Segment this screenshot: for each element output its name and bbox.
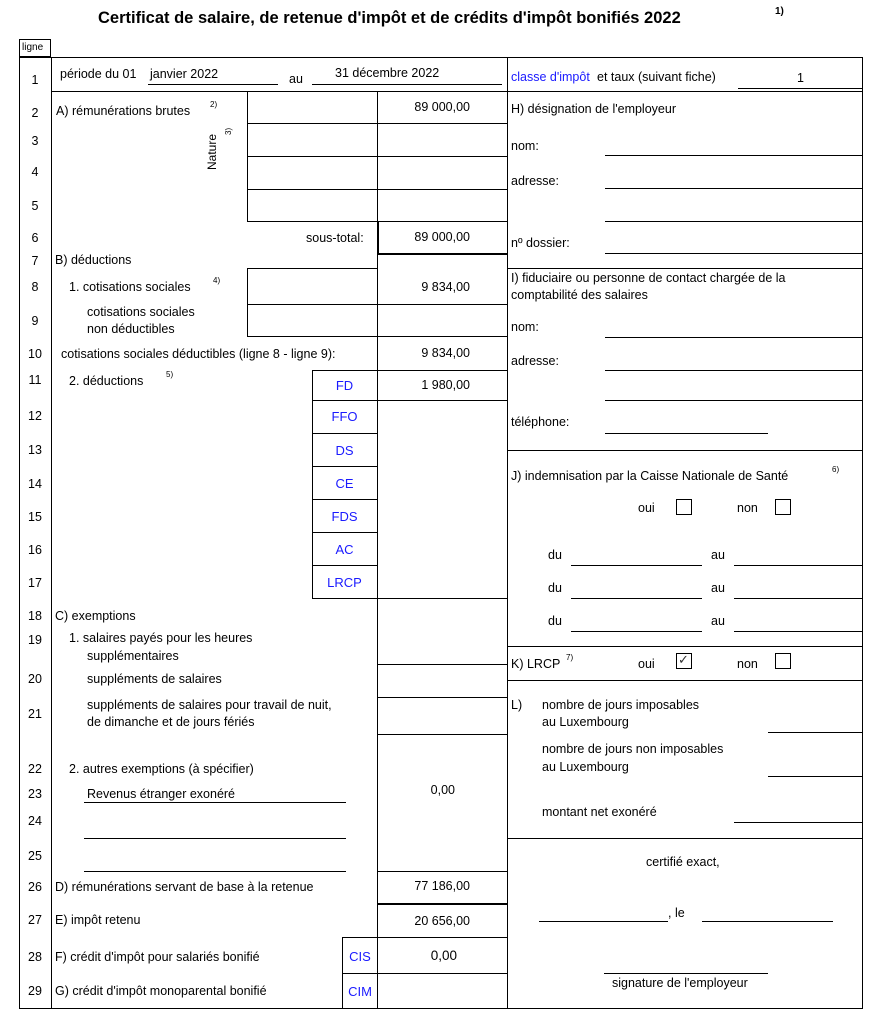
value-row-line bbox=[377, 336, 507, 337]
line-number: 25 bbox=[28, 849, 42, 863]
autre-line bbox=[84, 802, 346, 803]
code-line bbox=[312, 400, 377, 401]
lrcp-oui-checkbox[interactable] bbox=[676, 653, 692, 669]
section-i-bottom bbox=[507, 450, 862, 451]
lrcp-non-checkbox[interactable] bbox=[775, 653, 791, 669]
contact-nom-line[interactable] bbox=[605, 337, 862, 338]
value-row-line bbox=[377, 370, 507, 371]
cotisations-value[interactable]: 9 834,00 bbox=[421, 280, 470, 294]
code-fd[interactable]: FD bbox=[335, 378, 354, 393]
section-i-label-1: I) fiduciaire ou personne de contact chargée de la bbox=[511, 271, 786, 285]
value-row-line bbox=[377, 189, 507, 190]
line-number: 5 bbox=[31, 199, 39, 213]
heures-label-2: supplémentaires bbox=[87, 649, 179, 663]
cns-non-checkbox[interactable] bbox=[775, 499, 791, 515]
section-j-bottom bbox=[507, 646, 862, 647]
code-line bbox=[312, 466, 377, 467]
line-number: 14 bbox=[28, 477, 42, 491]
line-number: 16 bbox=[28, 543, 42, 557]
line-number: 1 bbox=[31, 73, 39, 87]
autres-exemptions-label: 2. autres exemptions (à spécifier) bbox=[69, 762, 254, 776]
value-row-line bbox=[377, 221, 507, 222]
line-number: 18 bbox=[28, 609, 42, 623]
section-e-label: E) impôt retenu bbox=[55, 913, 141, 927]
section-e-value[interactable]: 20 656,00 bbox=[414, 914, 470, 928]
cns-du-label: du bbox=[548, 548, 562, 562]
value-column-left bbox=[377, 253, 378, 1009]
periode-label: période du 01 bbox=[60, 67, 137, 81]
cns-du-line[interactable] bbox=[571, 565, 702, 566]
code-ffo[interactable]: FFO bbox=[331, 409, 358, 424]
nature-footnote: 3) bbox=[224, 127, 233, 135]
section-a-label: A) rémunérations brutes bbox=[56, 104, 191, 118]
line-number: 24 bbox=[28, 814, 42, 828]
jours-non-imposables-label-2: au Luxembourg bbox=[542, 760, 629, 774]
line-number: 20 bbox=[28, 672, 42, 686]
jours-imposables-label-2: au Luxembourg bbox=[542, 715, 629, 729]
jours-non-imposables-label-1: nombre de jours non imposables bbox=[542, 742, 724, 756]
cns-du-label: du bbox=[548, 581, 562, 595]
line-number: 8 bbox=[31, 280, 39, 294]
cns-non-label: non bbox=[737, 501, 758, 515]
cotisations-label: 1. cotisations sociales bbox=[69, 280, 191, 294]
cns-au-line[interactable] bbox=[734, 631, 862, 632]
line-number: 22 bbox=[28, 762, 42, 776]
line-number: 13 bbox=[28, 443, 42, 457]
jours-non-imposables-line[interactable] bbox=[768, 776, 862, 777]
section-f-value[interactable]: 0,00 bbox=[430, 948, 457, 963]
employer-nom-line[interactable] bbox=[605, 155, 862, 156]
signature-place-line[interactable] bbox=[539, 921, 668, 922]
employer-dossier-label: nº dossier: bbox=[511, 236, 570, 250]
code-ac[interactable]: AC bbox=[335, 542, 354, 557]
periode-from-underline bbox=[148, 84, 278, 85]
code-cis[interactable]: CIS bbox=[349, 949, 371, 964]
nuit-label-2: de dimanche et de jours fériés bbox=[87, 715, 255, 729]
line-number: 10 bbox=[28, 347, 42, 361]
line-number: 3 bbox=[31, 134, 39, 148]
line-number: 9 bbox=[31, 314, 39, 328]
section-k-bottom bbox=[507, 680, 862, 681]
cotisations-mid-line bbox=[247, 304, 377, 305]
line-number: 4 bbox=[31, 165, 39, 179]
section-c-label: C) exemptions bbox=[55, 609, 136, 623]
line-number: 15 bbox=[28, 510, 42, 524]
deductions-footnote: 5) bbox=[166, 370, 174, 379]
signature-date-line[interactable] bbox=[702, 921, 833, 922]
section-f-label: F) crédit d'impôt pour salariés bonifié bbox=[55, 950, 260, 964]
non-deductibles-label-1: cotisations sociales bbox=[87, 305, 195, 319]
section-g-label: G) crédit d'impôt monoparental bonifié bbox=[55, 984, 267, 998]
heures-label-1: 1. salaires payés pour les heures bbox=[69, 631, 253, 645]
check-icon: ✓ bbox=[678, 652, 689, 667]
line-number: 21 bbox=[28, 707, 42, 721]
code-fds[interactable]: FDS bbox=[331, 509, 358, 524]
center-divider bbox=[507, 57, 508, 1008]
classe-label-link[interactable]: classe d'impôt bbox=[511, 70, 590, 84]
nature-label: Nature bbox=[205, 133, 219, 170]
nature-row-line bbox=[247, 123, 377, 124]
deductions-label: 2. déductions bbox=[69, 374, 144, 388]
line-number: 7 bbox=[31, 254, 39, 268]
line-number: 17 bbox=[28, 576, 42, 590]
classe-label: et taux (suivant fiche) bbox=[597, 70, 716, 84]
value-row-line bbox=[377, 123, 507, 124]
contact-telephone-label: téléphone: bbox=[511, 415, 570, 429]
remunerations-value[interactable]: 89 000,00 bbox=[414, 100, 470, 114]
classe-underline bbox=[738, 88, 862, 89]
contact-adresse-label: adresse: bbox=[511, 354, 559, 368]
section-j-label: J) indemnisation par la Caisse Nationale de Santé bbox=[511, 469, 789, 483]
section-h-label: H) désignation de l'employeur bbox=[511, 102, 676, 116]
lrcp-non-label: non bbox=[737, 657, 758, 671]
value-row-line bbox=[377, 697, 507, 698]
value-row-line bbox=[377, 304, 507, 305]
cns-au-line[interactable] bbox=[734, 598, 862, 599]
montant-exonere-line[interactable] bbox=[734, 822, 862, 823]
cotisations-box[interactable] bbox=[247, 268, 378, 337]
sous-total-value[interactable]: 89 000,00 bbox=[414, 230, 470, 244]
cns-du-label: du bbox=[548, 614, 562, 628]
employer-dossier-line[interactable] bbox=[605, 253, 862, 254]
periode-to[interactable]: 31 décembre 2022 bbox=[335, 66, 440, 80]
contact-adresse-line[interactable] bbox=[605, 370, 862, 371]
line-number: 23 bbox=[28, 787, 42, 801]
value-row-line bbox=[377, 664, 507, 665]
line-number: 26 bbox=[28, 880, 42, 894]
page-title: Certificat de salaire, de retenue d'impôt et de crédits d'impôt bonifiés 2022 bbox=[98, 9, 681, 27]
classe-value[interactable]: 1 bbox=[797, 71, 804, 85]
cns-du-line[interactable] bbox=[571, 631, 702, 632]
frame-right bbox=[862, 57, 863, 1008]
code-ce[interactable]: CE bbox=[335, 476, 354, 491]
line-number: 27 bbox=[28, 913, 42, 927]
value-row-line bbox=[377, 937, 507, 938]
signature-line[interactable] bbox=[604, 973, 768, 974]
cns-au-label: au bbox=[711, 548, 725, 562]
signature-le-label: , le bbox=[668, 906, 685, 920]
section-h-bottom bbox=[507, 268, 862, 269]
section-b-label: B) déductions bbox=[55, 253, 132, 267]
periode-to-underline bbox=[312, 84, 502, 85]
section-i-label-2: comptabilité des salaires bbox=[511, 288, 648, 302]
deductibles-value[interactable]: 9 834,00 bbox=[421, 346, 470, 360]
au-label: au bbox=[289, 72, 303, 86]
code-line bbox=[312, 565, 377, 566]
employer-adresse-line[interactable] bbox=[605, 188, 862, 189]
section-k-footnote: 7) bbox=[566, 653, 574, 662]
row1-bottom bbox=[51, 91, 863, 92]
contact-adresse-line[interactable] bbox=[605, 400, 862, 401]
line-number: 12 bbox=[28, 409, 42, 423]
lrcp-oui-label: oui bbox=[638, 657, 655, 671]
value-row-line bbox=[377, 734, 507, 735]
periode-from[interactable]: janvier 2022 bbox=[150, 67, 219, 81]
value-row-line bbox=[377, 598, 507, 599]
frame-top bbox=[19, 57, 863, 58]
cns-au-label: au bbox=[711, 581, 725, 595]
cis-cim-divider bbox=[342, 973, 377, 974]
sous-total-label: sous-total: bbox=[306, 231, 364, 245]
line-number: 28 bbox=[28, 950, 42, 964]
line-number: 2 bbox=[31, 106, 39, 120]
autre-exemption-value[interactable]: 0,00 bbox=[430, 783, 455, 797]
autre-exemption-item[interactable]: Revenus étranger exonéré bbox=[87, 787, 236, 801]
code-line bbox=[312, 433, 377, 434]
contact-nom-label: nom: bbox=[511, 320, 539, 334]
cns-oui-label: oui bbox=[638, 501, 655, 515]
value-row-line bbox=[377, 871, 507, 872]
line-number: 19 bbox=[28, 633, 42, 647]
supplements-label: suppléments de salaires bbox=[87, 672, 222, 686]
section-d-value[interactable]: 77 186,00 bbox=[414, 879, 470, 893]
employer-nom-label: nom: bbox=[511, 139, 539, 153]
cns-oui-checkbox[interactable] bbox=[676, 499, 692, 515]
section-d-label: D) rémunérations servant de base à la retenue bbox=[55, 880, 314, 894]
cns-au-label: au bbox=[711, 614, 725, 628]
cns-du-line[interactable] bbox=[571, 598, 702, 599]
montant-exonere-label: montant net exonéré bbox=[542, 805, 657, 819]
code-line bbox=[312, 499, 377, 500]
code-lrcp[interactable]: LRCP bbox=[327, 575, 362, 590]
section-l-prefix: L) bbox=[511, 698, 523, 712]
fd-value[interactable]: 1 980,00 bbox=[421, 378, 470, 392]
autre-line bbox=[84, 871, 346, 872]
code-cim[interactable]: CIM bbox=[348, 984, 372, 999]
nature-row-line bbox=[247, 189, 377, 190]
jours-imposables-label-1: nombre de jours imposables bbox=[542, 698, 700, 712]
signature-label: signature de l'employeur bbox=[612, 976, 748, 990]
cns-au-line[interactable] bbox=[734, 565, 862, 566]
value-column-left bbox=[377, 221, 379, 253]
contact-telephone-line[interactable] bbox=[605, 433, 768, 434]
section-l-bottom bbox=[507, 838, 862, 839]
code-line bbox=[312, 532, 377, 533]
value-row-line bbox=[377, 400, 507, 401]
ligne-header-label: ligne bbox=[22, 42, 44, 53]
certifie-label: certifié exact, bbox=[646, 855, 720, 869]
title-footnote: 1) bbox=[775, 6, 784, 17]
line-number: 29 bbox=[28, 984, 42, 998]
cotisations-footnote: 4) bbox=[213, 276, 221, 285]
code-ds[interactable]: DS bbox=[335, 443, 354, 458]
section-a-footnote: 2) bbox=[210, 100, 218, 109]
section-j-footnote: 6) bbox=[832, 465, 840, 474]
line-number: 11 bbox=[28, 373, 42, 387]
non-deductibles-label-2: non déductibles bbox=[87, 322, 175, 336]
deductibles-label: cotisations sociales déductibles (ligne 8 - ligne 9): bbox=[61, 347, 336, 361]
employer-adresse-line[interactable] bbox=[605, 221, 862, 222]
line-number: 6 bbox=[31, 231, 39, 245]
value-row-line bbox=[377, 156, 507, 157]
employer-adresse-label: adresse: bbox=[511, 174, 559, 188]
section-k-label: K) LRCP bbox=[511, 657, 561, 671]
jours-imposables-line[interactable] bbox=[768, 732, 862, 733]
nature-row-line bbox=[247, 156, 377, 157]
frame-number-divider bbox=[51, 57, 52, 1008]
autre-line bbox=[84, 838, 346, 839]
frame-left bbox=[19, 57, 20, 1008]
nuit-label-1: suppléments de salaires pour travail de nuit, bbox=[87, 698, 332, 712]
value-row-line bbox=[377, 253, 507, 255]
value-row-line bbox=[377, 973, 507, 974]
value-row-line bbox=[377, 903, 507, 905]
frame-bottom bbox=[19, 1008, 863, 1009]
